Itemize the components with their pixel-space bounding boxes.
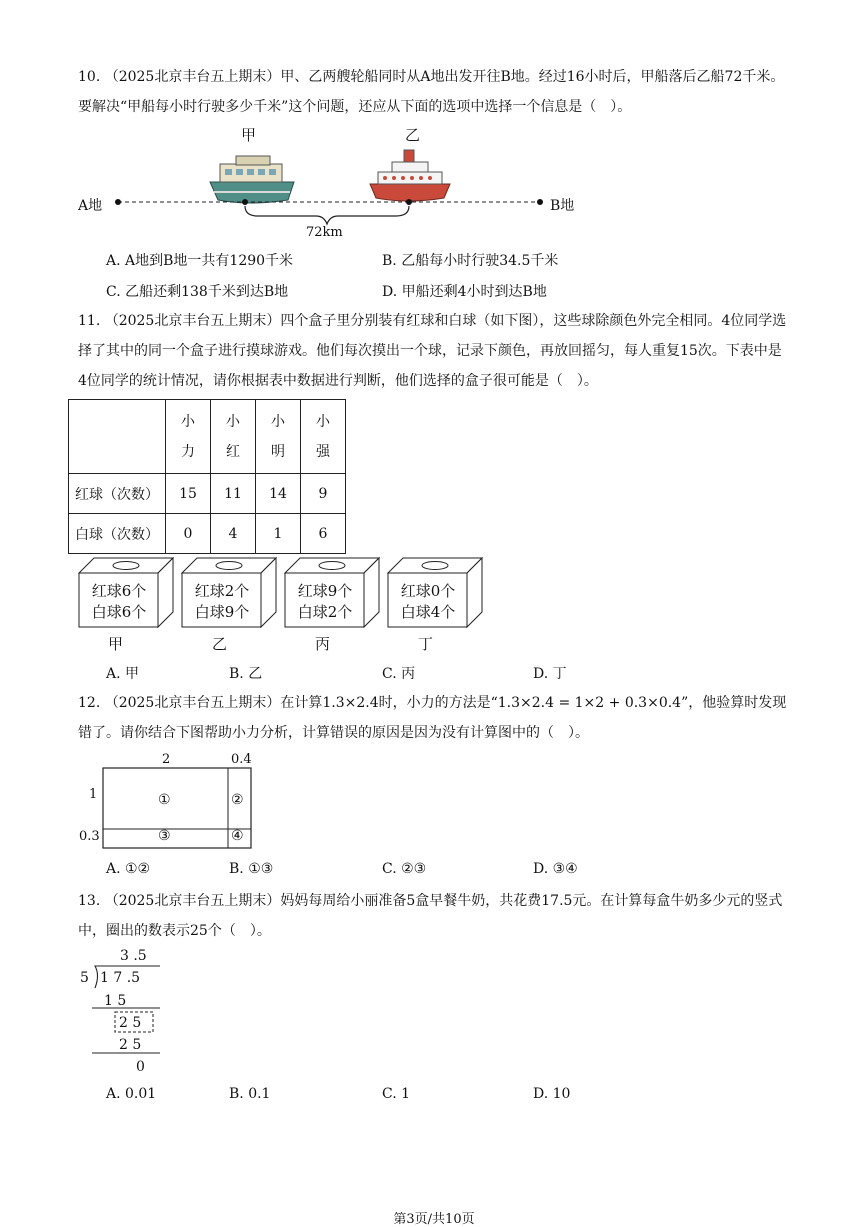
table-row <box>69 514 346 554</box>
box-yi-contents: 红球2个 白球9个 <box>194 582 250 621</box>
distance-label: 72km <box>306 225 343 240</box>
box-ding-contents: 红球0个 白球4个 <box>400 582 456 621</box>
box-bing-contents: 红球9个 白球2个 <box>297 582 353 621</box>
q12-option-b[interactable]: B. ①③ <box>229 861 274 877</box>
table-cell: 1 <box>256 514 301 554</box>
table-cell: 6 <box>301 514 346 554</box>
box-jia-name: 甲 <box>108 635 124 653</box>
header-xiaoming: 小 明 <box>256 400 301 474</box>
region-3-label: ③ <box>158 828 171 844</box>
diagram-left-1: 1 <box>89 787 98 802</box>
q10-option-a[interactable]: A. A地到B地一共有1290千米 <box>106 253 294 269</box>
q13-text: 13. （2025北京丰台五上期末）妈妈每周给小丽准备5盒早餐牛奶，共花费17.5元。在计算每盒牛奶多少元的竖式中，圈出的数表示25个（ ）。 <box>78 893 783 939</box>
row-label-red: 红球（次数） <box>69 474 166 514</box>
table-cell: 15 <box>166 474 211 514</box>
boat-a-label: 甲 <box>241 126 257 144</box>
q12-option-c[interactable]: C. ②③ <box>382 861 427 877</box>
table-cell: 9 <box>301 474 346 514</box>
table-corner-cell <box>69 400 166 474</box>
region-2-label: ② <box>231 792 244 808</box>
q11-option-b[interactable]: B. 乙 <box>229 666 263 682</box>
page-footer: 第3页/共10页 <box>393 1212 475 1227</box>
division-divisor: 5 <box>80 970 89 986</box>
q11-text: 11. （2025北京丰台五上期末）四个盒子里分别装有红球和白球（如下图），这些球除颜色外完全相同。4位同学选择了其中的同一个盒子进行摸球游戏。他们每次摸出一个球，记录下颜色，再放回摇匀，每人重复15次。下表中是4位同学的统计情况，请你根据表中数据进行判断，他们选择的盒子很可能是（ ）。 <box>78 313 787 389</box>
q12-option-d[interactable]: D. ③④ <box>533 861 578 877</box>
q12-option-a[interactable]: A. ①② <box>106 861 151 877</box>
header-xiaoqiang: 小 强 <box>301 400 346 474</box>
box-jia-contents: 红球6个 白球6个 <box>91 582 147 621</box>
q12-text: 12. （2025北京丰台五上期末）在计算1.3×2.4时，小力的方法是“1.3×2.4 = 1×2 + 0.3×0.4”，他验算时发现错了。请你结合下图帮助小力分析，计算错误的原因是因为没有计算图中的（ ）。 <box>78 695 787 741</box>
box-bing-name: 丙 <box>315 635 331 653</box>
q11-option-c[interactable]: C. 丙 <box>382 666 416 682</box>
header-xiaoli: 小 力 <box>166 400 211 474</box>
division-remainder: 0 <box>136 1059 145 1075</box>
q13-option-a[interactable]: A. 0.01 <box>106 1086 157 1102</box>
q13-option-c[interactable]: C. 1 <box>382 1086 411 1102</box>
table-cell: 0 <box>166 514 211 554</box>
q10-text: 10. （2025北京丰台五上期末）甲、乙两艘轮船同时从A地出发开往B地。经过16小时后，甲船落后乙船72千米。要解决“甲船每小时行驶多少千米”这个问题，还应从下面的选项中选择一个信息是（ ）。 <box>78 69 785 115</box>
header-xiaohong: 小 红 <box>211 400 256 474</box>
table-cell: 11 <box>211 474 256 514</box>
q11-option-a[interactable]: A. 甲 <box>106 666 140 682</box>
q13-option-b[interactable]: B. 0.1 <box>229 1086 271 1102</box>
box-yi-name: 乙 <box>212 635 228 653</box>
division-step2: 2 5 <box>119 1037 142 1053</box>
point-a-label: A地 <box>78 198 103 214</box>
diagram-top-2: 2 <box>162 752 171 767</box>
diagram-top-0.4: 0.4 <box>231 752 252 767</box>
table-row <box>69 474 346 514</box>
division-dividend: 1 7 .5 <box>100 970 141 986</box>
boat-b-icon <box>370 150 450 201</box>
table-cell: 14 <box>256 474 301 514</box>
division-quotient: 3 .5 <box>120 948 147 964</box>
area-diagram <box>102 767 252 849</box>
diagram-left-0.3: 0.3 <box>79 829 100 844</box>
q10-option-c[interactable]: C. 乙船还剩138千米到达B地 <box>106 284 289 300</box>
point-b-label: B地 <box>550 198 575 214</box>
q10-option-b[interactable]: B. 乙船每小时行驶34.5千米 <box>382 253 559 269</box>
q10-option-d[interactable]: D. 甲船还剩4小时到达B地 <box>382 284 547 300</box>
q11-option-d[interactable]: D. 丁 <box>533 666 567 682</box>
stats-table <box>68 399 346 554</box>
q13-option-d[interactable]: D. 10 <box>533 1086 571 1102</box>
boat-b-label: 乙 <box>405 126 421 144</box>
table-cell: 4 <box>211 514 256 554</box>
division-circled-number: 2 5 <box>119 1015 142 1031</box>
row-label-white: 白球（次数） <box>69 514 166 554</box>
region-1-label: ① <box>158 792 171 808</box>
region-4-label: ④ <box>231 828 244 844</box>
division-step1: 1 5 <box>104 993 127 1009</box>
boat-a-icon <box>210 156 294 203</box>
box-ding-name: 丁 <box>418 635 434 653</box>
